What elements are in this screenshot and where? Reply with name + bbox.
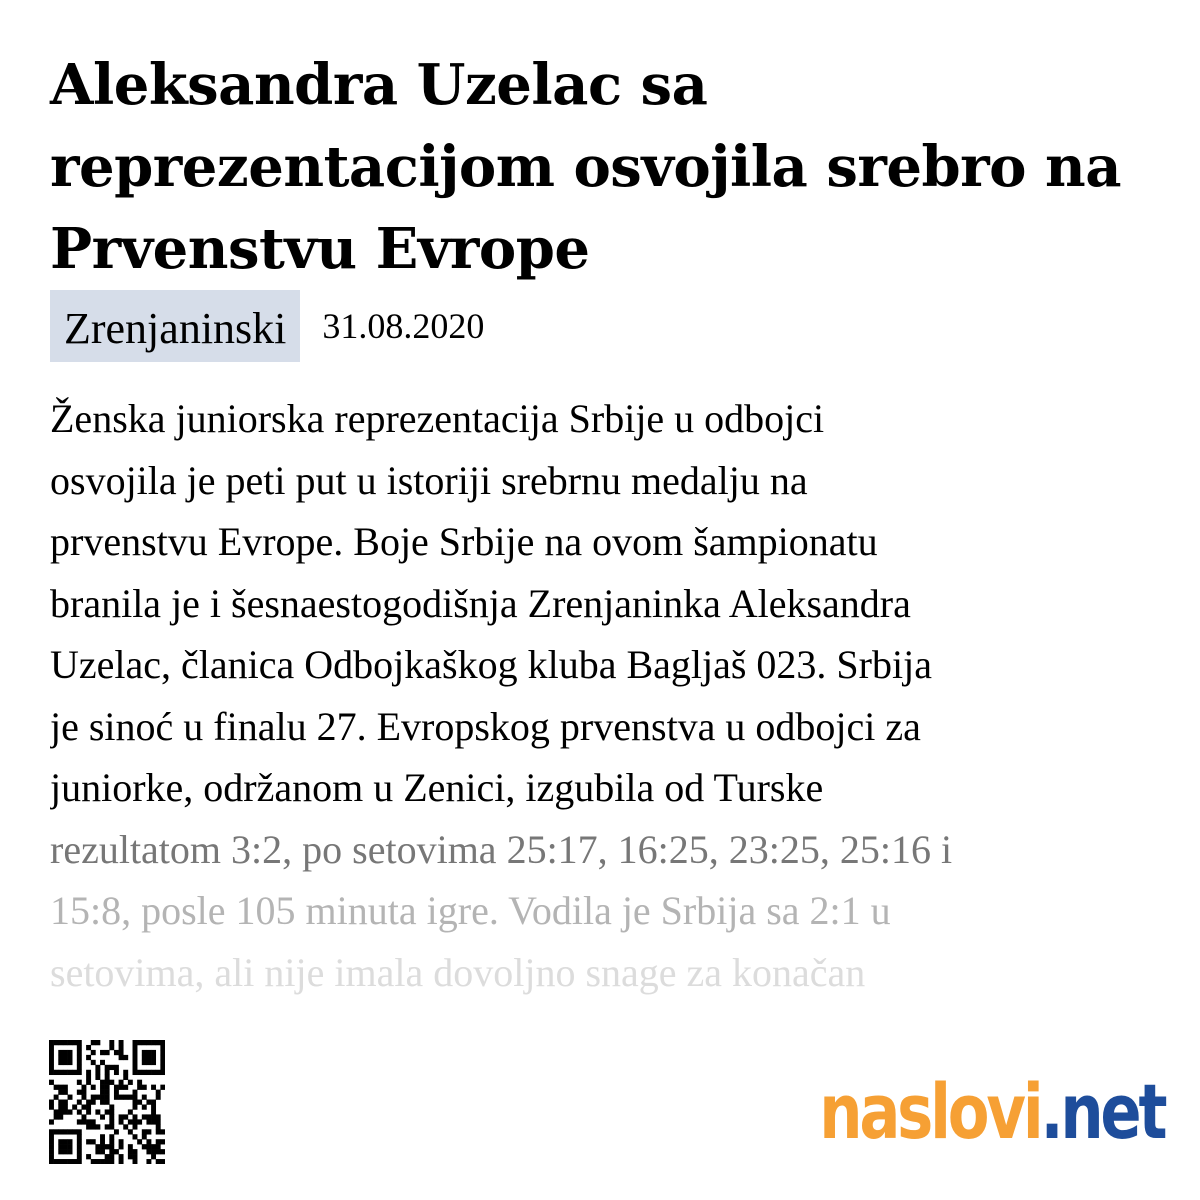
article-meta	[50, 290, 484, 362]
source-badge[interactable]: Zrenjaninski	[50, 290, 300, 362]
body-line-fading: setovima, ali nije imala dovoljno snage za konačan	[50, 949, 866, 995]
body-line: prvenstvu Evrope. Boje Srbije na ovom šampionatu	[50, 519, 878, 564]
naslovi-logo[interactable]	[819, 1062, 1164, 1162]
publish-date: 31.08.2020	[322, 306, 485, 346]
body-line: osvojila je peti put u istoriji srebrnu medalju na	[50, 457, 808, 503]
article-body	[50, 388, 1150, 1008]
body-line-fading: rezultatom 3:2, po setovima 25:17, 16:25, 23:25, 25:16 i	[50, 826, 953, 872]
qr-code-icon	[49, 1040, 165, 1164]
body-line: je sinoć u finalu 27. Evropskog prvenstva u odbojci za	[50, 703, 921, 749]
logo-text-net: .net	[1040, 1067, 1164, 1156]
article-title: Aleksandra Uzelac sa reprezentacijom osvojila srebro na Prvenstvu Evrope	[50, 52, 1121, 282]
body-line: Uzelac, članica Odbojkaškog kluba Bagljaš 023. Srbija	[50, 642, 932, 687]
body-line: Ženska juniorska reprezentacija Srbije u odbojci	[50, 396, 825, 441]
body-line: juniorke, održanom u Zenici, izgubila od Turske	[50, 765, 824, 810]
logo-text-naslovi: naslovi	[818, 1067, 1041, 1156]
body-line: branila je i šesnaestogodišnja Zrenjaninka Aleksandra	[50, 580, 911, 626]
body-line-fading: 15:8, posle 105 minuta igre. Vodila je Srbija sa 2:1 u	[50, 888, 891, 933]
